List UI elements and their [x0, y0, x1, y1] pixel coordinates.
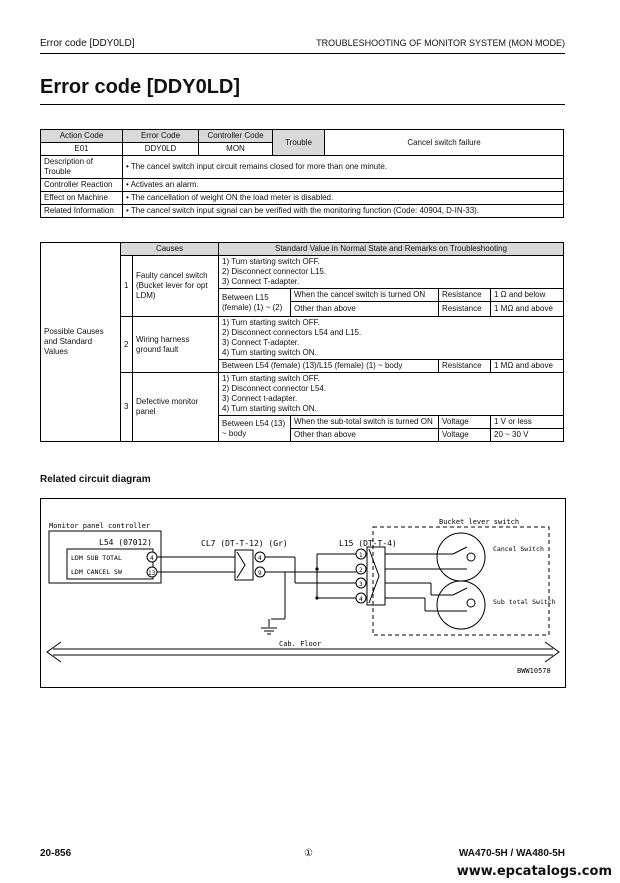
cab-floor-arrow-right [545, 642, 559, 662]
monitor-panel-label: Monitor panel controller [49, 522, 151, 530]
row-label-effect: Effect on Machine [41, 192, 123, 205]
ldm-sub-total: LDM SUB TOTAL [71, 554, 122, 562]
cause-1-val-1: 1 Ω and below [491, 289, 564, 302]
th-controller-code: Controller Code [199, 130, 273, 143]
cause-3-val-2: 20 ~ 30 V [491, 429, 564, 442]
diagram-code: BWW10578 [517, 667, 551, 675]
th-action-code: Action Code [41, 130, 123, 143]
sub-sw-contact [453, 588, 467, 595]
cl7-label: CL7 (DT-T-12) (Gr) [201, 539, 288, 548]
cause-1-item-2: Resistance [439, 302, 491, 317]
title-rule [40, 104, 565, 105]
action-code-value: E01 [41, 143, 123, 156]
cause-1-between: Between L15 (female) (1) ~ (2) [219, 289, 291, 317]
error-code-table [40, 129, 564, 218]
th-trouble: Trouble [273, 130, 325, 156]
row-label-description: Description of Trouble [41, 156, 123, 179]
header-rule [40, 53, 565, 54]
row-text-description: • The cancel switch input circuit remains closed for more than one minute. [123, 156, 564, 179]
cause-3-text: Defective monitor panel [133, 373, 219, 442]
cause-3-num: 3 [121, 373, 133, 442]
cancel-switch-circle [437, 533, 485, 581]
row-label-reaction: Controller Reaction [41, 179, 123, 192]
related-circuit-title: Related circuit diagram [40, 474, 151, 485]
cause-2-num: 2 [121, 317, 133, 373]
cause-1-cond-1: When the cancel switch is turned ON [291, 289, 439, 302]
row-text-reaction: • Activates an alarm. [123, 179, 564, 192]
page-number: 20-856 [40, 848, 72, 859]
revision-mark: ① [304, 848, 313, 859]
circuit-diagram [40, 498, 566, 688]
cab-floor-arrow-left [47, 642, 61, 662]
l15-pin-1-label: 1 [359, 552, 363, 559]
l54-pin-13-label: 13 [148, 570, 156, 577]
l15-arrow [369, 549, 379, 603]
error-code-value: DDY0LD [123, 143, 199, 156]
cause-1-item-1: Resistance [439, 289, 491, 302]
cause-3-val-1: 1 V or less [491, 416, 564, 429]
controller-code-value: MON [199, 143, 273, 156]
cause-3-item-2: Voltage [439, 429, 491, 442]
l15-pin-2-label: 2 [359, 567, 363, 574]
model-name: WA470-5H / WA480-5H [458, 848, 565, 859]
cause-1-cond-2: Other than above [291, 302, 439, 317]
cancel-switch-label: Cancel Switch [493, 545, 544, 553]
l15-connector [367, 547, 385, 605]
l54-pin-4-label: 4 [150, 555, 154, 562]
bucket-lever-label: Bucket lever switch [439, 518, 520, 526]
causes-side-label: Possible Causes and Standard Values [41, 243, 121, 442]
cause-3-cond-2: Other than above [291, 429, 439, 442]
row-text-related: • The cancel switch input signal can be verified with the monitoring function (Code: 40904, D-IN-33). [123, 205, 564, 218]
junction-1 [315, 567, 318, 570]
cause-1-steps: 1) Turn starting switch OFF. 2) Disconnect connector L15. 3) Connect T-adapter. [219, 256, 564, 289]
th-error-code: Error Code [123, 130, 199, 143]
cause-1-text: Faulty cancel switch (Bucket lever for opt LDM) [133, 256, 219, 317]
cause-1-num: 1 [121, 256, 133, 317]
cl7-arrow [237, 552, 245, 578]
sub-sw-button [467, 599, 475, 607]
watermark: www.epcatalogs.com [456, 864, 612, 879]
cl7-pin-4-label: 4 [258, 555, 262, 562]
l15-pin-3-label: 3 [359, 581, 363, 588]
subtotal-switch-circle [437, 581, 485, 629]
cause-1-val-2: 1 MΩ and above [491, 302, 564, 317]
circuit-svg [41, 499, 565, 687]
row-label-related: Related Information [41, 205, 123, 218]
cause-3-item-1: Voltage [439, 416, 491, 429]
cause-2-between: Between L54 (female) (13)/L15 (female) (1) ~ body [219, 360, 439, 373]
cause-3-steps: 1) Turn starting switch OFF. 2) Disconnect connector L54. 3) Connect t-adapter. 4) Turn starting switch ON. [219, 373, 564, 416]
header-right: TROUBLESHOOTING OF MONITOR SYSTEM (MON MODE) [316, 38, 565, 48]
cause-2-val: 1 MΩ and above [491, 360, 564, 373]
th-standard: Standard Value in Normal State and Remarks on Troubleshooting [219, 243, 564, 256]
header-left: Error code [DDY0LD] [40, 38, 135, 49]
l54-label: L54 (07012) [99, 538, 152, 547]
trouble-value: Cancel switch failure [325, 130, 564, 156]
cause-2-item: Resistance [439, 360, 491, 373]
th-causes: Causes [121, 243, 219, 256]
cause-3-between: Between L54 (13) ~ body [219, 416, 291, 442]
subtotal-switch-label: Sub total Switch [493, 598, 556, 606]
l15-label: L15 (DT-T-4) [339, 539, 397, 548]
cancel-sw-button [467, 553, 475, 561]
cl7-connector [235, 550, 253, 580]
l15-pin-4-label: 4 [359, 596, 363, 603]
cause-2-text: Wiring harness ground fault [133, 317, 219, 373]
cl7-pin-9-label: 9 [258, 570, 262, 577]
junction-2 [315, 596, 318, 599]
ldm-cancel-sw: LDM CANCEL SW [71, 568, 122, 576]
cause-3-cond-1: When the sub-total switch is turned ON [291, 416, 439, 429]
causes-table [40, 242, 564, 442]
cancel-sw-contact [453, 547, 467, 554]
cause-2-steps: 1) Turn starting switch OFF. 2) Disconnect connectors L54 and L15. 3) Connect T-adapter. 4) Turn starting switch ON. [219, 317, 564, 360]
row-text-effect: • The cancellation of weight ON the load meter is disabled. [123, 192, 564, 205]
page-title: Error code [DDY0LD] [40, 76, 241, 98]
cab-floor-label: Cab. Floor [279, 640, 322, 648]
